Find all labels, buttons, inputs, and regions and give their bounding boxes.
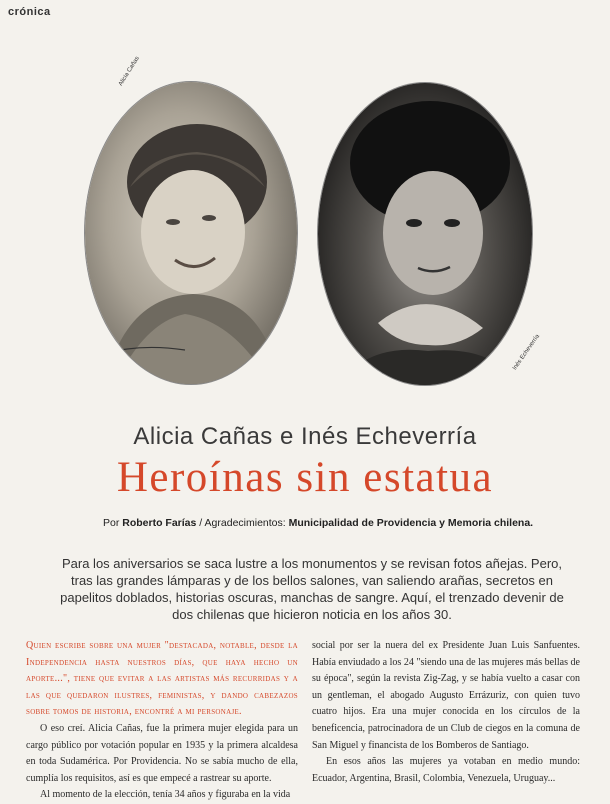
body-column-left: [26, 638, 298, 804]
body-paragraph: Al momento de la elección, tenía 34 años y figuraba en la vida: [40, 789, 291, 801]
byline-prefix: Por: [103, 517, 120, 529]
body-column-right: [312, 638, 580, 787]
body-paragraph: O eso creí. Alicia Cañas, fue la primera mujer elegida para un cargo público por votación popular en 1935 y la primera alcaldesa en toda Sudamérica. Por Providencia. No se sabía mucho de ella, cumplía los requisitos, así es que empecé a rastrear su aporte.: [26, 722, 298, 784]
byline-author: Roberto Farías: [122, 517, 197, 529]
portrait-left-photo: [85, 82, 297, 384]
photo-credit-right: Inés Echeverría: [512, 333, 542, 372]
photo-credit-left: Alicia Cañas: [118, 55, 141, 88]
byline-thanks: Municipalidad de Providencia y Memoria chilena.: [288, 517, 534, 529]
portrait-right-photo: [318, 83, 532, 385]
body-paragraph: social por ser la nuera del ex Presidente Juan Luis Sanfuentes. Había enviudado a los 24 "siendo una de las mujeres más bellas de su época", según la revista Zig-Zag, y se había vuelto a casar con un gentleman, el abogado Augusto Errázuriz, con quien tuvo cuatro hijos. Era una mujer conocida en los círculos de la beneficencia, patrocinadora de un Club de ciegos en la comuna de San Miguel y financista de los Bomberos de Santiago.: [312, 640, 580, 751]
body-paragraph: En esos años las mujeres ya votaban en medio mundo: Ecuador, Argentina, Brasil, Colombia, Venezuela, Uruguay...: [312, 756, 580, 784]
body-intro: Quien escribe sobre una mujer "destacada, notable, desde la Independencia hasta nuestros días, que haya hecho un aporte...", tiene que evitar a las artistas más recurridas y a las que quedaron ilustres, feministas, y dando cabezazos sobre tomos de historia, encontré a mi personaje.: [26, 640, 298, 718]
kicker-title: Alicia Cañas e Inés Echeverría: [133, 423, 477, 450]
portrait-right-illustration: [318, 83, 532, 385]
byline: [103, 517, 603, 529]
headline: Heroínas sin estatua: [116, 454, 494, 501]
section-tag: crónica: [8, 6, 51, 18]
byline-separator: / Agradecimientos:: [199, 517, 286, 529]
lead-paragraph: Para los aniversarios se saca lustre a los monumentos y se revisan fotos añejas. Pero, tras las grandes lámparas y de los bellos salones, van saliendo arañas, secretos en papelitos doblados, historias oscuras, manchas de sangre. Aquí, el trenzado devenir de dos chilenas que hicieron noticia en los años 30.: [60, 556, 564, 622]
portrait-left-illustration: [85, 82, 297, 384]
